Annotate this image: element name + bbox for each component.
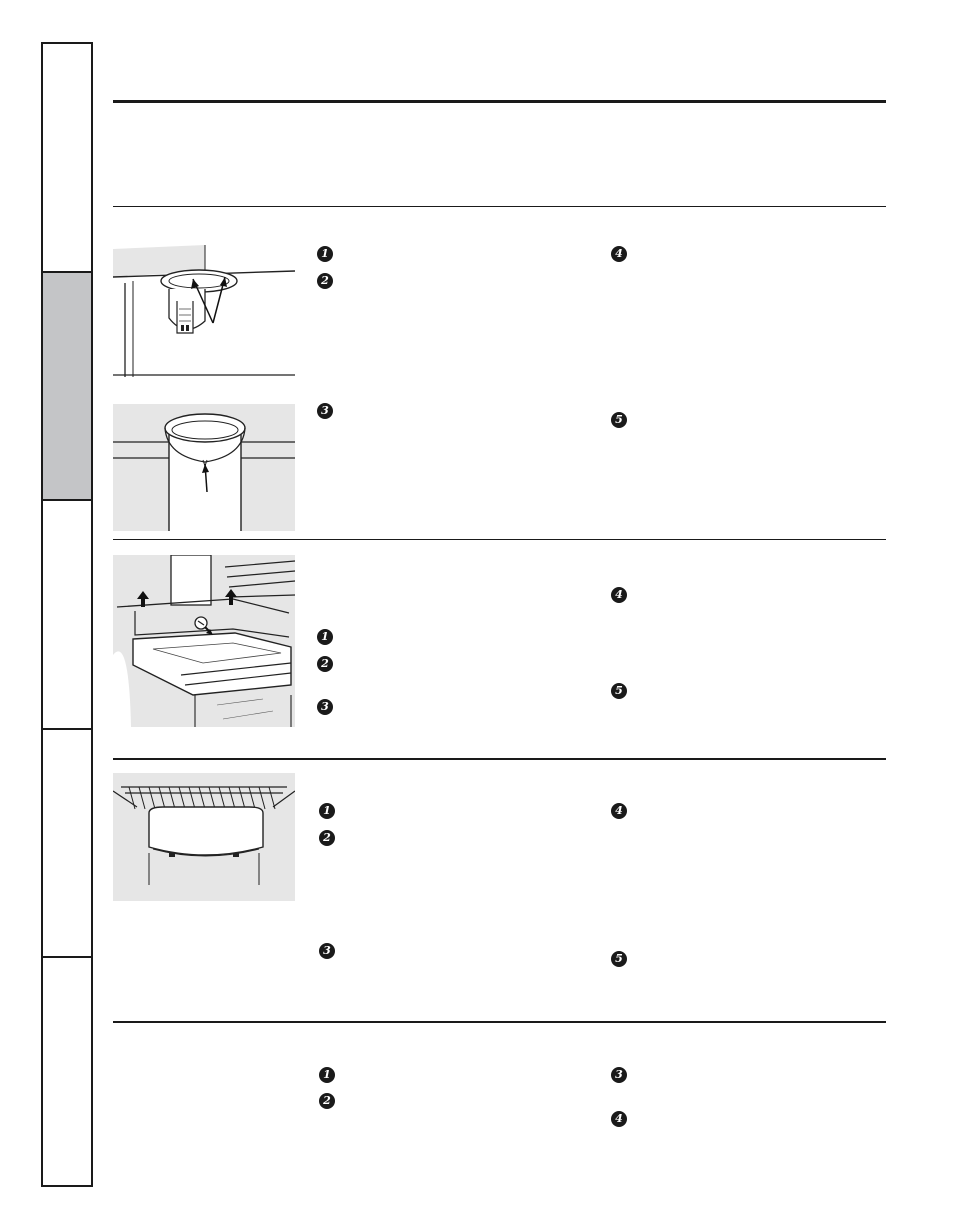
step-badge: 2 [319,830,335,846]
light-cover-icon [113,404,295,531]
step-badge: 4 [611,587,627,603]
section-4-rule [113,1021,886,1023]
side-tab-5[interactable] [43,956,91,1185]
tab-divider [43,728,91,730]
section-3-rule [113,758,886,760]
side-tab-2-active[interactable] [43,271,91,500]
side-tab-1[interactable] [43,44,91,271]
tab-divider [43,499,91,501]
step-badge: 5 [611,412,627,428]
tab-divider [43,956,91,958]
side-tab-4[interactable] [43,729,91,956]
refrigerator-shelf-light-icon [113,555,295,727]
side-tab-3[interactable] [43,500,91,729]
step-badge: 3 [317,699,333,715]
light-bulb-holder-icon [113,243,295,377]
step-badge: 1 [319,1067,335,1083]
step-badge: 4 [611,1111,627,1127]
step-badge: 3 [317,403,333,419]
freezer-light-cover-icon [113,773,295,901]
step-badge: 4 [611,803,627,819]
section-1-rule [113,206,886,207]
step-badge: 4 [611,246,627,262]
step-badge: 5 [611,683,627,699]
step-badge: 1 [317,629,333,645]
step-badge: 3 [611,1067,627,1083]
tab-divider [43,271,91,273]
step-badge: 3 [319,943,335,959]
step-badge: 1 [317,246,333,262]
step-badge: 1 [319,803,335,819]
step-badge: 2 [319,1093,335,1109]
step-badge: 2 [317,656,333,672]
step-badge: 5 [611,951,627,967]
step-badge: 2 [317,273,333,289]
side-tab-strip [41,42,93,1187]
page-header-rule [113,100,886,103]
section-2-rule [113,539,886,540]
